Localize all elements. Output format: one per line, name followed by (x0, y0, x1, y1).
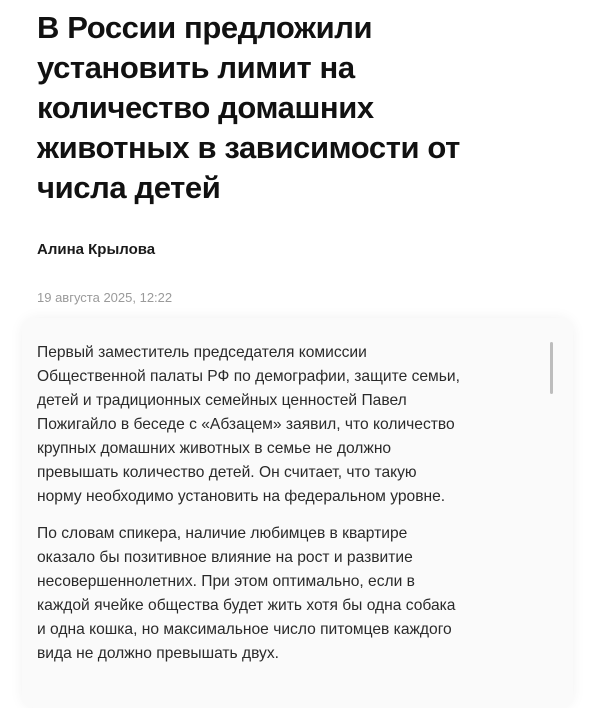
paragraph-line: несовершеннолетних. При этом оптимально, если в (37, 573, 415, 590)
article-date: 19 августа 2025, 12:22 (37, 290, 173, 305)
title-line: установить лимит на (37, 50, 355, 85)
title-line: животных в зависимости от (37, 130, 460, 165)
article-body[interactable] (22, 318, 573, 708)
paragraph-line: По словам спикера, наличие любимцев в квартире (37, 525, 408, 542)
article-paragraph-2 (37, 522, 557, 666)
title-line: количество домашних (37, 90, 374, 125)
article-header (37, 8, 577, 208)
paragraph-line: норму необходимо установить на федеральном уровне. (37, 488, 446, 505)
article-paragraph-1 (37, 341, 557, 509)
paragraph-line: вида не должно превышать двух. (37, 645, 279, 662)
paragraph-line: детей и традиционных семейных ценностей Павел (37, 392, 407, 409)
article-title (37, 8, 577, 208)
paragraph-line: превышать количество детей. Он считает, что такую (37, 464, 417, 481)
paragraph-line: оказало бы позитивное влияние на рост и развитие (37, 549, 413, 566)
paragraph-line: Общественной палаты РФ по демографии, защите семьи, (37, 368, 460, 385)
paragraph-line: и одна кошка, но максимальное число питомцев каждого (37, 621, 452, 638)
article-author[interactable]: Алина Крылова (37, 241, 156, 258)
paragraph-line: каждой ячейке общества будет жить хотя бы одна собака (37, 597, 456, 614)
paragraph-line: Первый заместитель председателя комиссии (37, 344, 367, 361)
paragraph-line: Пожигайло в беседе с «Абзацем» заявил, что количество (37, 416, 455, 433)
title-line: В России предложили (37, 10, 373, 45)
title-line: числа детей (37, 170, 221, 205)
paragraph-line: крупных домашних животных в семье не должно (37, 440, 392, 457)
